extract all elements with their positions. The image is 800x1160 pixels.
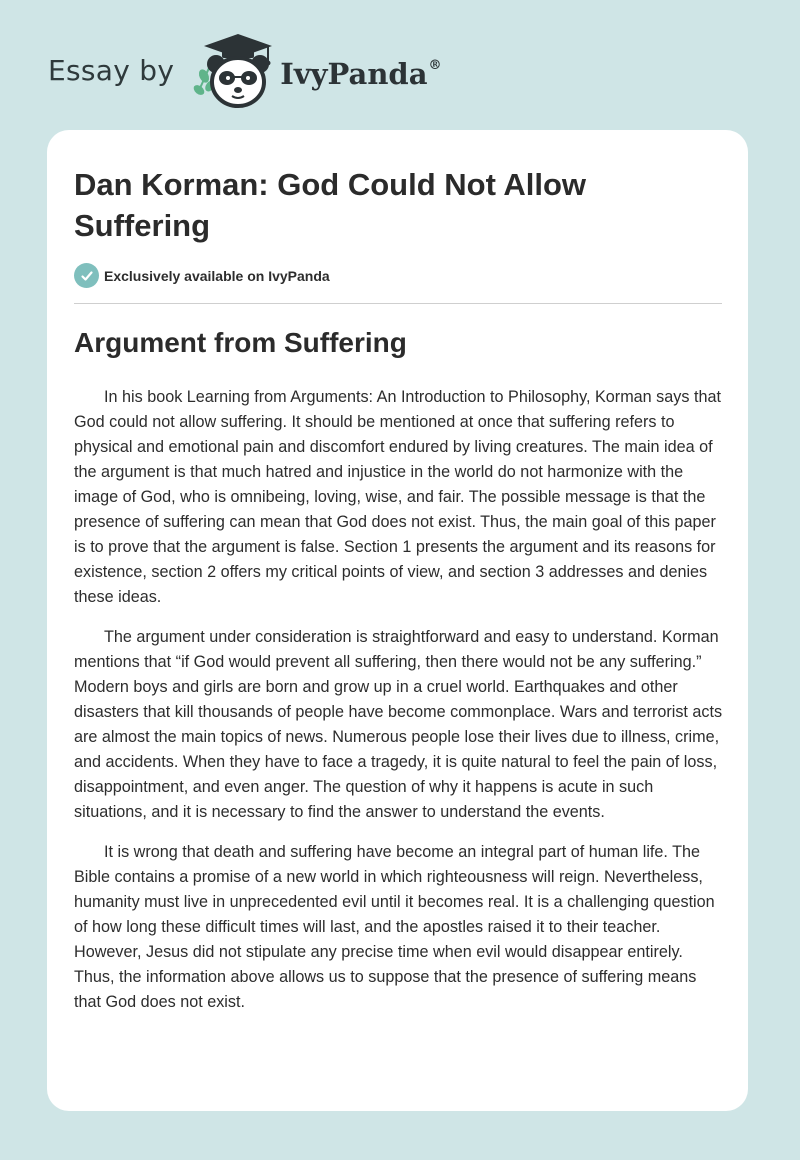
essay-title: Dan Korman: God Could Not Allow Suffering [74, 167, 587, 243]
check-circle-icon [74, 263, 99, 288]
panda-graduate-icon[interactable] [188, 30, 274, 110]
essay-card [47, 130, 748, 1111]
paragraph: It is wrong that death and suffering have become an integral part of human life. The Bible contains a promise of a new world in which righteousness will reign. Nevertheless, humanity must live in unprecedented evil until it becomes real. It is a challenging question of how long these difficult times will last, and the apostles raised it to their teacher. However, Jesus did not stipulate any precise time when evil would disappear entirely. Thus, the information above allows us to suppose that the presence of suffering means that God does not exist. [74, 843, 715, 1011]
divider [74, 303, 722, 304]
exclusive-badge-label: Exclusively available on IvyPanda [104, 267, 330, 284]
paragraph: The argument under consideration is straightforward and easy to understand. Korman mentions that “if God would prevent all suffering, then there would not be any suffering.” Modern boys and girls are born and grow up in a cruel world. Earthquakes and other disasters that kill thousands of people have become commonplace. Wars and terrorist acts are almost the main topics of news. Numerous people lose their lives due to illness, crime, and accidents. When they have to face a tragedy, it is quite natural to feel the pain of loss, disappointment, and even anger. The question of why it happens is acute in such situations, and it is necessary to find the answer to understand the events. [74, 628, 723, 821]
registered-mark: ® [428, 58, 442, 74]
essay-body [74, 385, 724, 1030]
paragraph: In his book Learning from Arguments: An Introduction to Philosophy, Korman says that God could not allow suffering. It should be mentioned at once that suffering refers to physical and emotional pain and discomfort endured by living creatures. The main idea of the argument is that much hatred and injustice in the world do not harmonize with the image of God, who is omnibeing, loving, wise, and fair. The possible message is that the presence of suffering can mean that God does not exist. Thus, the main goal of this paper is to prove that the argument is false. Section 1 presents the argument and its reasons for existence, section 2 offers my critical points of view, and section 3 addresses and denies these ideas. [74, 388, 721, 606]
brand-name[interactable]: IvyPanda® [280, 57, 442, 91]
essay-by-label: Essay by [48, 53, 175, 87]
site-header [48, 30, 442, 110]
section-heading: Argument from Suffering [74, 327, 407, 358]
exclusive-badge [74, 263, 330, 288]
